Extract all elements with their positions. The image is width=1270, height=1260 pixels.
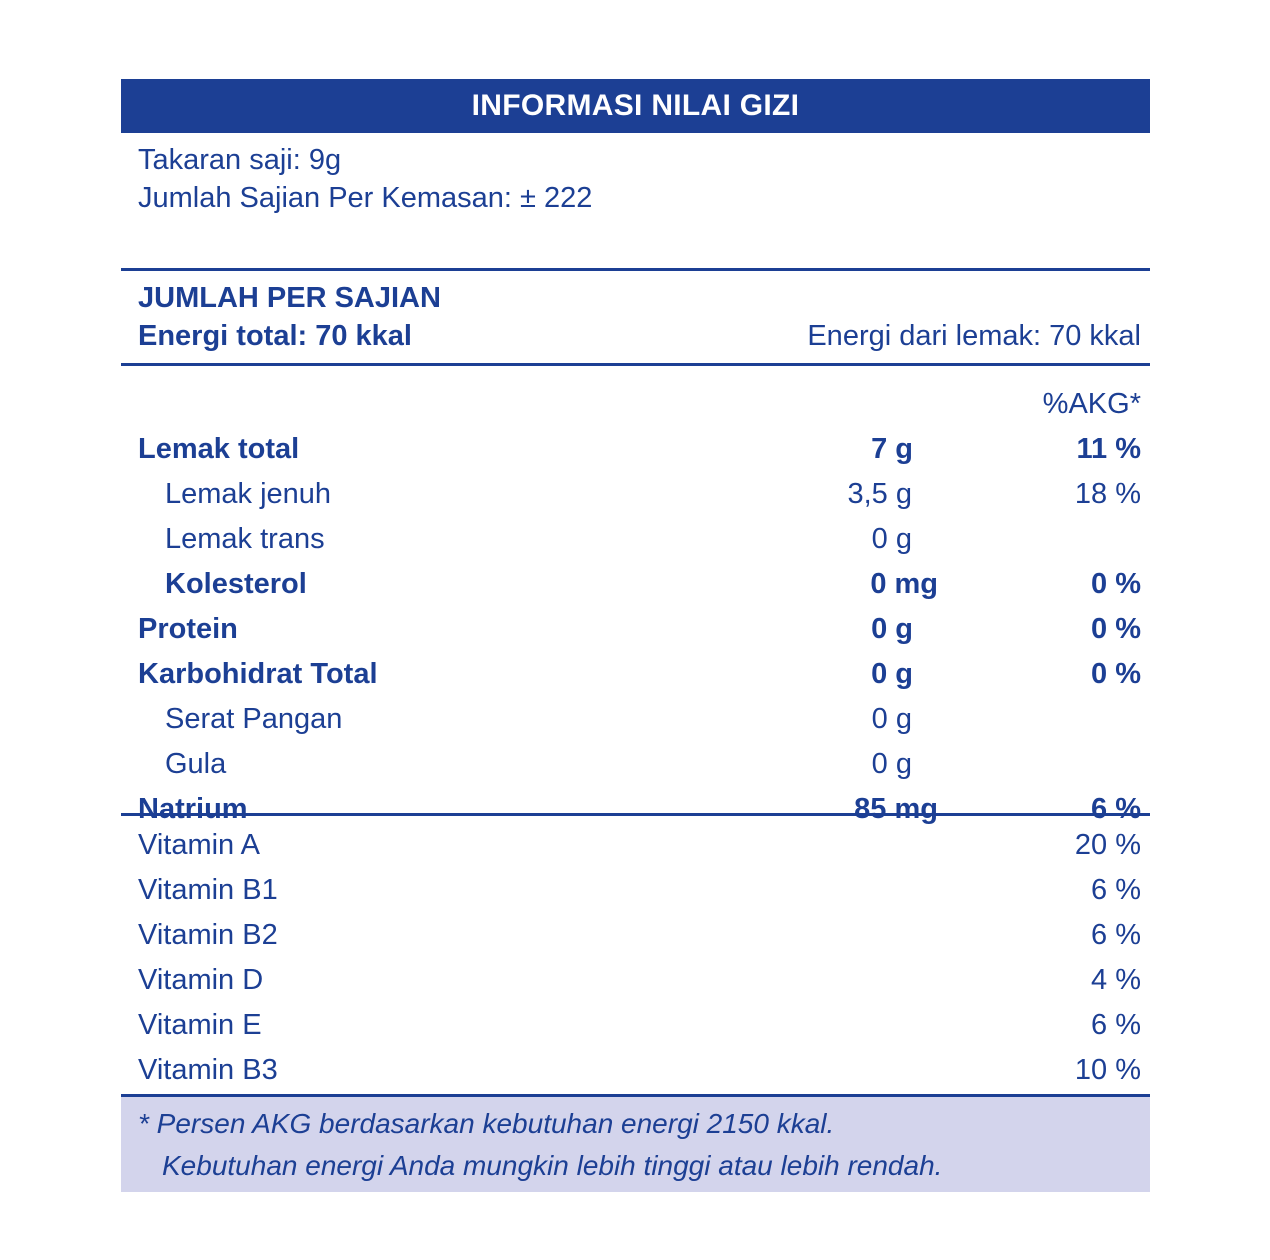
nutrition-title: INFORMASI NILAI GIZI	[121, 79, 1150, 133]
nutrient-name: Lemak trans	[165, 523, 325, 555]
footnote-line-2: Kebutuhan energi Anda mungkin lebih tinggi atau lebih rendah.	[162, 1150, 943, 1181]
nutrient-name: Kolesterol	[165, 568, 307, 600]
vitamin-row	[121, 1048, 1150, 1093]
nutrient-akg: 0 %	[1091, 568, 1141, 600]
nutrient-name: Protein	[138, 613, 238, 645]
vitamin-name: Vitamin E	[138, 1009, 262, 1041]
nutrient-table	[121, 366, 1150, 825]
nutrient-name: Serat Pangan	[165, 703, 343, 735]
vitamin-name: Vitamin D	[138, 964, 264, 996]
vitamin-akg: 6 %	[1091, 919, 1141, 951]
vitamin-row	[121, 958, 1150, 1003]
nutrient-name: Natrium	[138, 793, 248, 825]
vitamin-row	[121, 1003, 1150, 1048]
vitamin-name: Vitamin B1	[138, 874, 278, 906]
akg-header-row	[121, 382, 1150, 427]
nutrient-row	[121, 472, 1150, 517]
nutrient-row	[121, 517, 1150, 562]
vitamin-name: Vitamin B2	[138, 919, 278, 951]
akg-header: %AKG*	[1042, 388, 1141, 420]
nutrient-amount: 0 g	[871, 523, 912, 555]
nutrient-row	[121, 742, 1150, 787]
vitamin-row	[121, 868, 1150, 913]
energy-from-fat: Energi dari lemak: 70 kkal	[807, 320, 1141, 352]
nutrient-akg: 6 %	[1091, 793, 1141, 825]
amount-title: JUMLAH PER SAJIAN	[138, 282, 441, 314]
vitamin-row	[121, 913, 1150, 958]
vitamin-akg: 4 %	[1091, 964, 1141, 996]
nutrient-name: Lemak total	[138, 433, 300, 465]
nutrient-amount: 0 g	[871, 703, 912, 735]
nutrient-row	[121, 652, 1150, 697]
serving-size: Takaran saji: 9g	[138, 144, 342, 176]
nutrient-amount: 0 g	[871, 748, 912, 780]
akg-footnote	[121, 1097, 1150, 1192]
vitamin-name: Vitamin A	[138, 829, 260, 861]
nutrient-amount: 0 g	[871, 658, 913, 690]
nutrient-name: Gula	[165, 748, 227, 780]
nutrient-akg: 0 %	[1091, 613, 1141, 645]
nutrient-amount: 7 g	[871, 433, 913, 465]
vitamin-akg: 6 %	[1091, 874, 1141, 906]
nutrient-name: Karbohidrat Total	[138, 658, 378, 690]
nutrient-amount: 3,5 g	[847, 478, 912, 510]
nutrient-akg: 18 %	[1074, 478, 1141, 510]
servings-per-pack: Jumlah Sajian Per Kemasan: ± 222	[138, 182, 593, 214]
vitamin-name: Vitamin B3	[138, 1054, 278, 1086]
nutrient-akg: 0 %	[1091, 658, 1141, 690]
nutrient-row	[121, 427, 1150, 472]
nutrient-akg: 11 %	[1076, 433, 1141, 465]
footnote-line-1: * Persen AKG berdasarkan kebutuhan energi 2150 kkal.	[138, 1108, 835, 1139]
vitamin-table	[121, 816, 1150, 1094]
nutrient-amount: 85 mg	[854, 793, 938, 825]
nutrient-row	[121, 562, 1150, 607]
vitamin-akg: 20 %	[1074, 829, 1141, 861]
nutrient-amount: 0 g	[871, 613, 913, 645]
serving-info	[121, 133, 1150, 268]
nutrient-row	[121, 697, 1150, 742]
amount-per-serving	[121, 271, 1150, 363]
vitamin-akg: 6 %	[1091, 1009, 1141, 1041]
nutrient-row	[121, 607, 1150, 652]
vitamin-akg: 10 %	[1074, 1054, 1141, 1086]
nutrition-facts-panel	[121, 79, 1150, 1192]
nutrient-amount: 0 mg	[870, 568, 938, 600]
nutrient-name: Lemak jenuh	[165, 478, 332, 510]
vitamin-row	[121, 823, 1150, 868]
energy-total: Energi total: 70 kkal	[138, 320, 412, 352]
